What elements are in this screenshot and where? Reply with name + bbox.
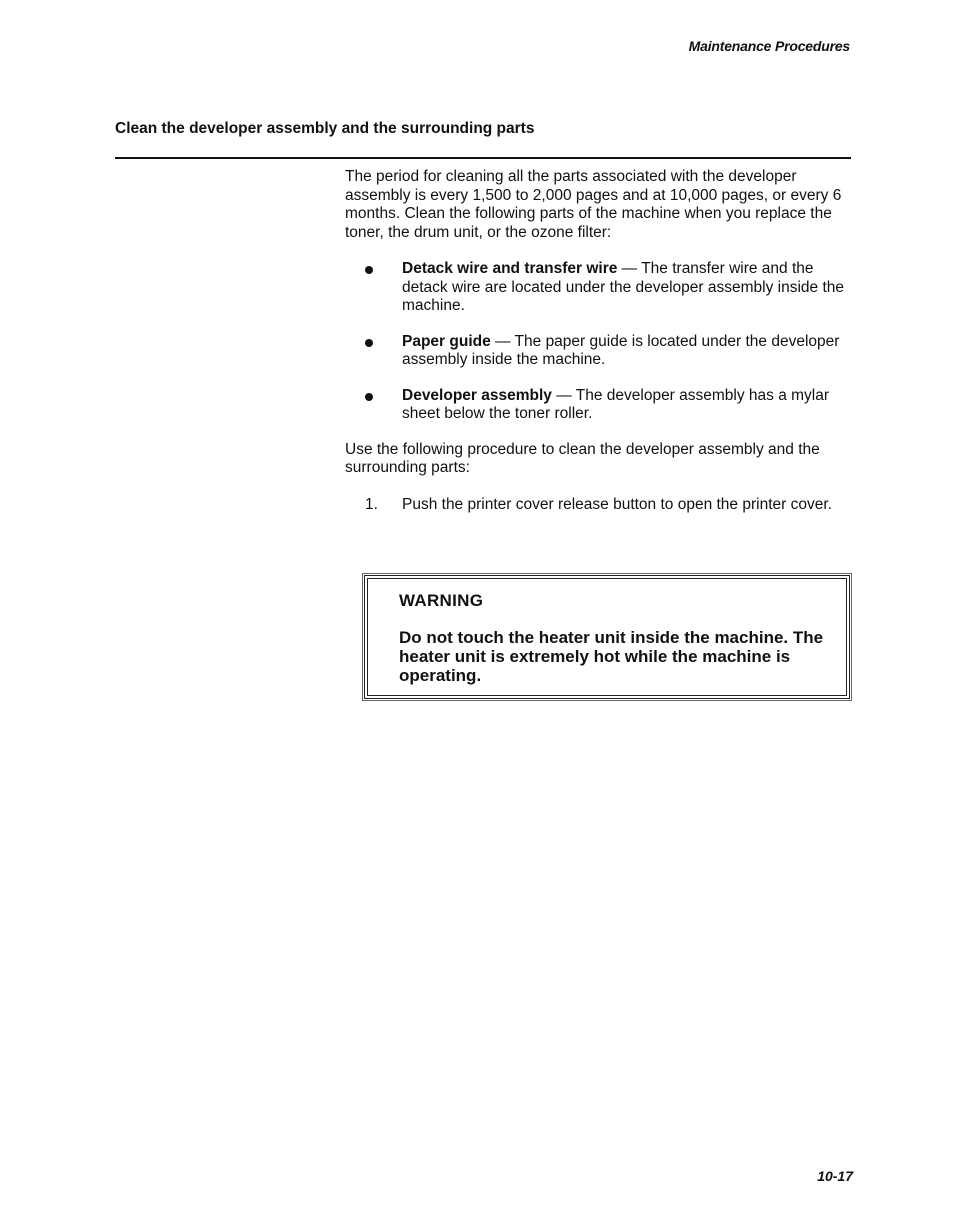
warning-text: Do not touch the heater unit inside the machine. The heater unit is extremely hot while the machine is operating. <box>399 628 824 685</box>
running-header: Maintenance Procedures <box>688 38 850 54</box>
warning-heading: WARNING <box>399 591 484 610</box>
list-item-text: — The developer assembly has a mylar sheet below the toner roller. <box>402 386 830 422</box>
intro-paragraph: The period for cleaning all the parts associated with the developer assembly is every 1,500 to 2,000 pages and at 10,000 pages, or every 6 months. Clean the following parts of the machine when you replace the toner, the drum unit, or the ozone filter: <box>345 168 842 241</box>
procedure-intro: Use the following procedure to clean the developer assembly and the surrounding parts: <box>345 440 820 476</box>
bullet-icon <box>365 266 373 274</box>
parts-list <box>345 260 865 424</box>
page-number: 10-17 <box>817 1168 853 1184</box>
list-item <box>345 387 852 424</box>
list-item <box>345 333 852 370</box>
list-item-text: — The paper guide is located under the developer assembly inside the machine. <box>402 332 840 368</box>
bullet-icon <box>365 393 373 401</box>
bullet-icon <box>365 339 373 347</box>
body-column <box>345 168 865 514</box>
step-number: 1. <box>365 495 378 513</box>
step-item <box>345 496 852 515</box>
list-item-term: Paper guide <box>402 332 491 350</box>
warning-box <box>364 575 850 699</box>
section-title: Clean the developer assembly and the surrounding parts <box>115 120 535 137</box>
list-item-term: Detack wire and transfer wire <box>402 260 618 277</box>
section-divider <box>115 157 851 159</box>
list-item-term: Developer assembly <box>402 386 552 404</box>
list-item-text: — The transfer wire and the detack wire are located under the developer assembly inside the machine. <box>402 260 845 314</box>
step-text: Push the printer cover release button to open the printer cover. <box>402 495 832 513</box>
procedure-steps <box>345 496 865 515</box>
list-item <box>345 260 852 316</box>
